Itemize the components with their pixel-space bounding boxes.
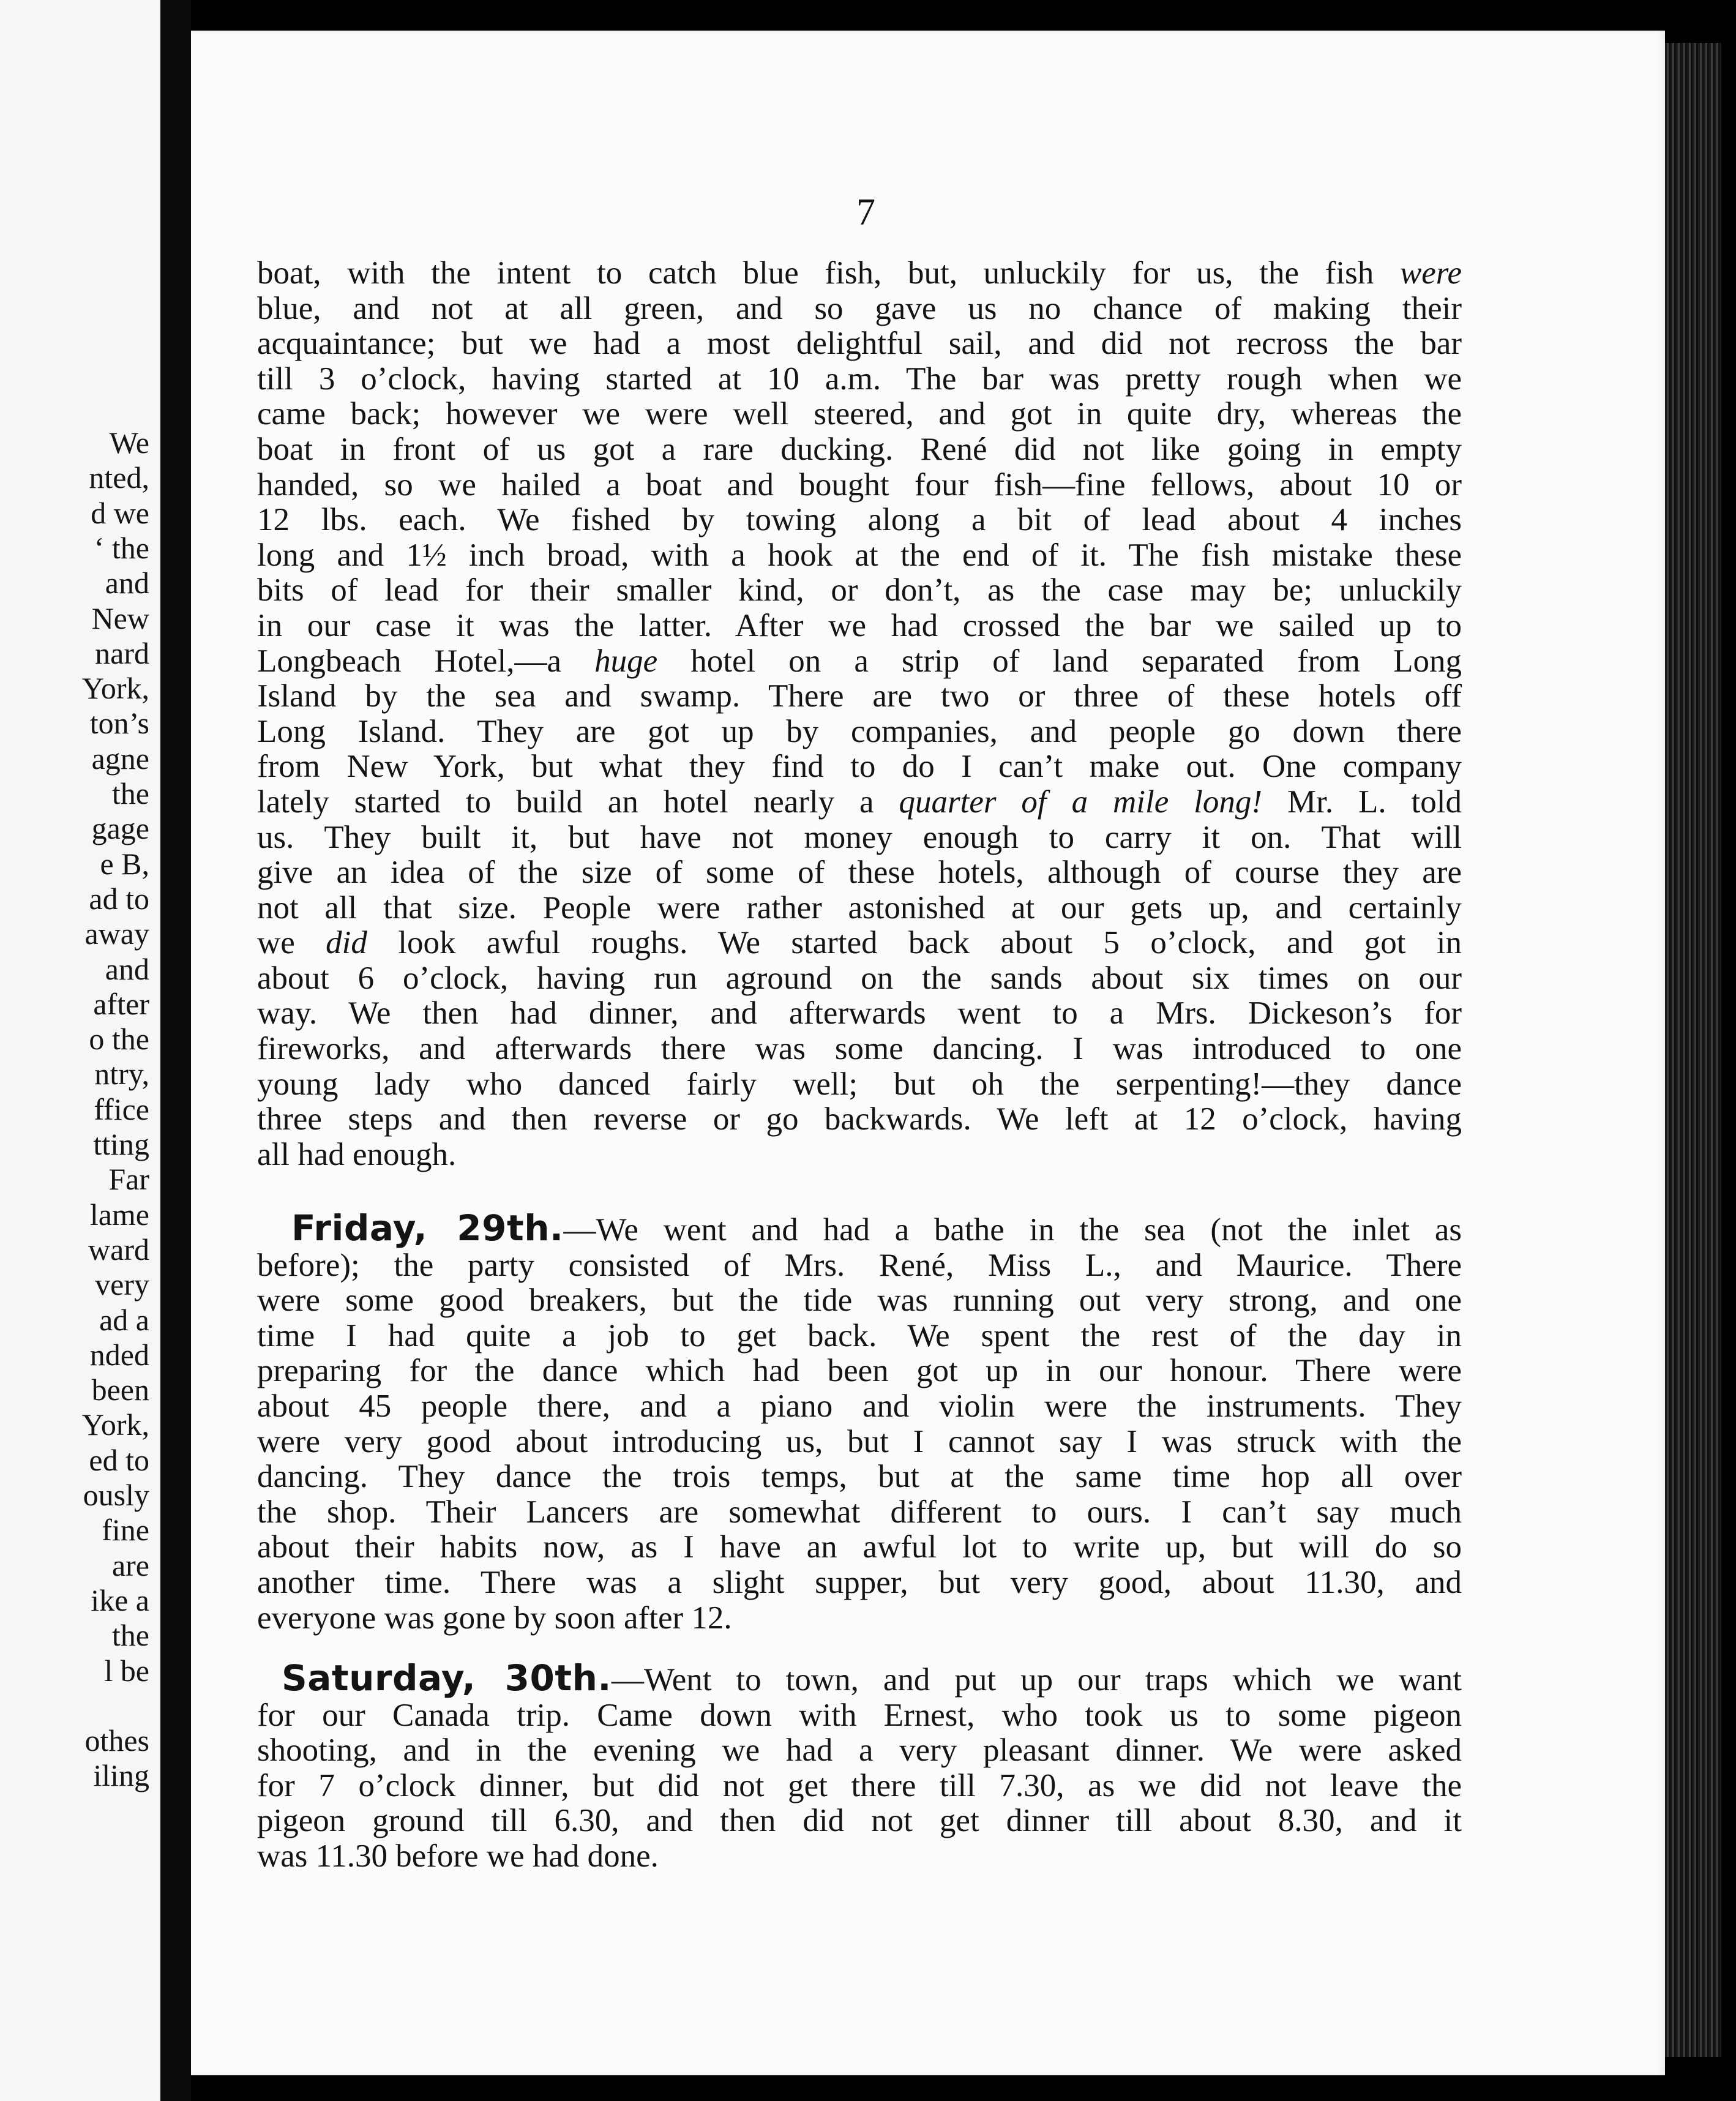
facing-page [0, 0, 160, 2101]
facing-page-text-fragment: lame [89, 1197, 149, 1232]
text-line: preparing for the dance which had been got up in our honour. There were [257, 1353, 1462, 1389]
text-line: about their habits now, as I have an awful lot to write up, but will do so [257, 1529, 1462, 1565]
text-line: we did look awful roughs. We started back about 5 o’clock, and got in [257, 925, 1462, 961]
text-line: dancing. They dance the trois temps, but at the same time hop all over [257, 1459, 1462, 1495]
facing-page-text-fragment: o the [89, 1022, 149, 1057]
facing-page-text-fragment: York, [81, 1407, 149, 1442]
text-line: fireworks, and afterwards there was some dancing. I was introduced to one [257, 1031, 1462, 1067]
facing-page-text-fragment: tting [93, 1127, 149, 1161]
text-line: Island by the sea and swamp. There are two or three of these hotels off [257, 678, 1462, 714]
facing-page-text-fragment: and [105, 566, 149, 601]
text-line: boat, with the intent to catch blue fish, but, unluckily for us, the fish were [257, 255, 1462, 291]
text-line: was 11.30 before we had done. [257, 1838, 659, 1874]
facing-page-text-fragment: ton’s [89, 706, 149, 741]
facing-page-text-fragment: e B, [100, 846, 149, 881]
facing-page-text-fragment: ‘ the [94, 530, 149, 565]
facing-page-text-fragment: gage [91, 811, 149, 846]
text-line: about 6 o’clock, having run aground on the sands about six times on our [257, 960, 1462, 996]
text-line: lately started to build an hotel nearly a quarter of a mile long! Mr. L. told [257, 784, 1462, 820]
text-line: handed, so we hailed a boat and bought four fish—fine fellows, about 10 or [257, 466, 1462, 503]
text-line: Saturday, 30th.—Went to town, and put up our traps which we want [282, 1657, 1462, 1699]
text-line: another time. There was a slight supper, but very good, about 11.30, and [257, 1564, 1462, 1600]
entry-date-friday: Friday, 29th. [291, 1207, 564, 1249]
facing-page-text-fragment: ntry, [94, 1057, 149, 1092]
facing-page-text-fragment: ward [88, 1232, 149, 1267]
text-line: acquaintance; but we had a most delightful sail, and did not recross the bar [257, 326, 1462, 362]
text-line: shooting, and in the evening we had a very pleasant dinner. We were asked [257, 1732, 1462, 1769]
text-line: 12 lbs. each. We fished by towing along a bit of lead about 4 inches [257, 502, 1462, 538]
facing-page-text-fragment: ously [83, 1478, 149, 1512]
facing-page-text-fragment: York, [81, 671, 149, 706]
facing-page-text-fragment: othes [84, 1723, 149, 1758]
text-line: in our case it was the latter. After we had crossed the bar we sailed up to [257, 607, 1462, 643]
text-line: Long Island. They are got up by companies, and people go down there [257, 713, 1462, 749]
text-line: Friday, 29th.—We went and had a bathe in the sea (not the inlet as [291, 1207, 1462, 1249]
text-line: for 7 o’clock dinner, but did not get there till 7.30, as we did not leave the [257, 1767, 1462, 1803]
facing-page-text-fragment: ike a [91, 1582, 149, 1617]
facing-page-text-fragment: iling [93, 1758, 149, 1793]
facing-page-text-fragment: We [109, 425, 149, 460]
text-line: were very good about introducing us, but I cannot say I was struck with the [257, 1423, 1462, 1459]
facing-page-text-fragment: after [93, 986, 149, 1021]
facing-page-text-fragment: ad a [99, 1302, 149, 1337]
facing-page-text-fragment: the [111, 1618, 149, 1653]
entry-date-saturday: Saturday, 30th. [282, 1657, 612, 1699]
diary-entry-friday [257, 1207, 1462, 1636]
facing-page-text-fragment: ffice [94, 1092, 149, 1126]
facing-page-text-fragment: the [111, 776, 149, 811]
facing-page-text-fragment: nted, [89, 460, 149, 495]
text-line: us. They built it, but have not money enough to carry it on. That will [257, 819, 1462, 855]
facing-page-text-fragment: New [91, 601, 149, 635]
facing-page-text-fragment: d we [91, 495, 149, 530]
text-line: the shop. Their Lancers are somewhat different to ours. I can’t say much [257, 1494, 1462, 1530]
page-edges [1665, 43, 1721, 2057]
text-line: till 3 o’clock, having started at 10 a.m. The bar was pretty rough when we [257, 361, 1462, 397]
text-line: were some good breakers, but the tide was running out very strong, and one [257, 1283, 1462, 1319]
text-line: boat in front of us got a rare ducking. René did not like going in empty [257, 431, 1462, 467]
facing-page-text-fragment: ad to [89, 881, 149, 916]
page-number: 7 [856, 192, 875, 233]
facing-page-text-fragment: been [91, 1373, 149, 1407]
text-line: not all that size. People were rather astonished at our gets up, and certainly [257, 889, 1462, 926]
text-line: came back; however we were well steered, and got in quite dry, whereas the [257, 396, 1462, 432]
facing-page-text-fragment: away [84, 916, 149, 951]
facing-page-text-fragment: Far [108, 1162, 149, 1197]
text-line: bits of lead for their smaller kind, or don’t, as the case may be; unluckily [257, 572, 1462, 609]
text-line: all had enough. [257, 1136, 457, 1172]
text-line: everyone was gone by soon after 12. [257, 1600, 732, 1636]
text-line: for our Canada trip. Came down with Ernest, who took us to some pigeon [257, 1697, 1462, 1733]
facing-page-text-fragment: very [95, 1267, 149, 1302]
text-line: long and 1½ inch broad, with a hook at the end of it. The fish mistake these [257, 537, 1462, 573]
facing-page-text-fragment: are [111, 1548, 149, 1582]
text-line: give an idea of the size of some of these hotels, although of course they are [257, 855, 1462, 891]
text-line: way. We then had dinner, and afterwards went to a Mrs. Dickeson’s for [257, 995, 1462, 1032]
text-line: pigeon ground till 6.30, and then did not get dinner till about 8.30, and it [257, 1803, 1462, 1839]
facing-page-text-fragment: fine [102, 1513, 149, 1548]
text-line: time I had quite a job to get back. We spent the rest of the day in [257, 1317, 1462, 1354]
text-line: before); the party consisted of Mrs. René, Miss L., and Maurice. There [257, 1247, 1462, 1283]
text-line: from New York, but what they find to do I can’t make out. One company [257, 749, 1462, 785]
facing-page-text-fragment: agne [91, 741, 149, 776]
text-line: about 45 people there, and a piano and violin were the instruments. They [257, 1388, 1462, 1424]
text-line: young lady who danced fairly well; but oh the serpenting!—they dance [257, 1066, 1462, 1102]
text-line: three steps and then reverse or go backwards. We left at 12 o’clock, having [257, 1101, 1462, 1137]
book-gutter [160, 0, 191, 2101]
diary-entry-saturday [257, 1657, 1462, 1874]
facing-page-text-fragment: ed to [89, 1442, 149, 1477]
facing-page-text-fragment: l be [104, 1653, 149, 1688]
facing-page-text-fragment: nard [95, 635, 149, 670]
facing-page-text-fragment: and [105, 951, 149, 986]
diary-paragraph-thursday-continued [257, 256, 1462, 1172]
facing-page-text-fragment: nded [89, 1337, 149, 1372]
text-line: Longbeach Hotel,—a huge hotel on a strip of land separated from Long [257, 643, 1462, 679]
text-line: blue, and not at all green, and so gave us no chance of making their [257, 290, 1462, 326]
